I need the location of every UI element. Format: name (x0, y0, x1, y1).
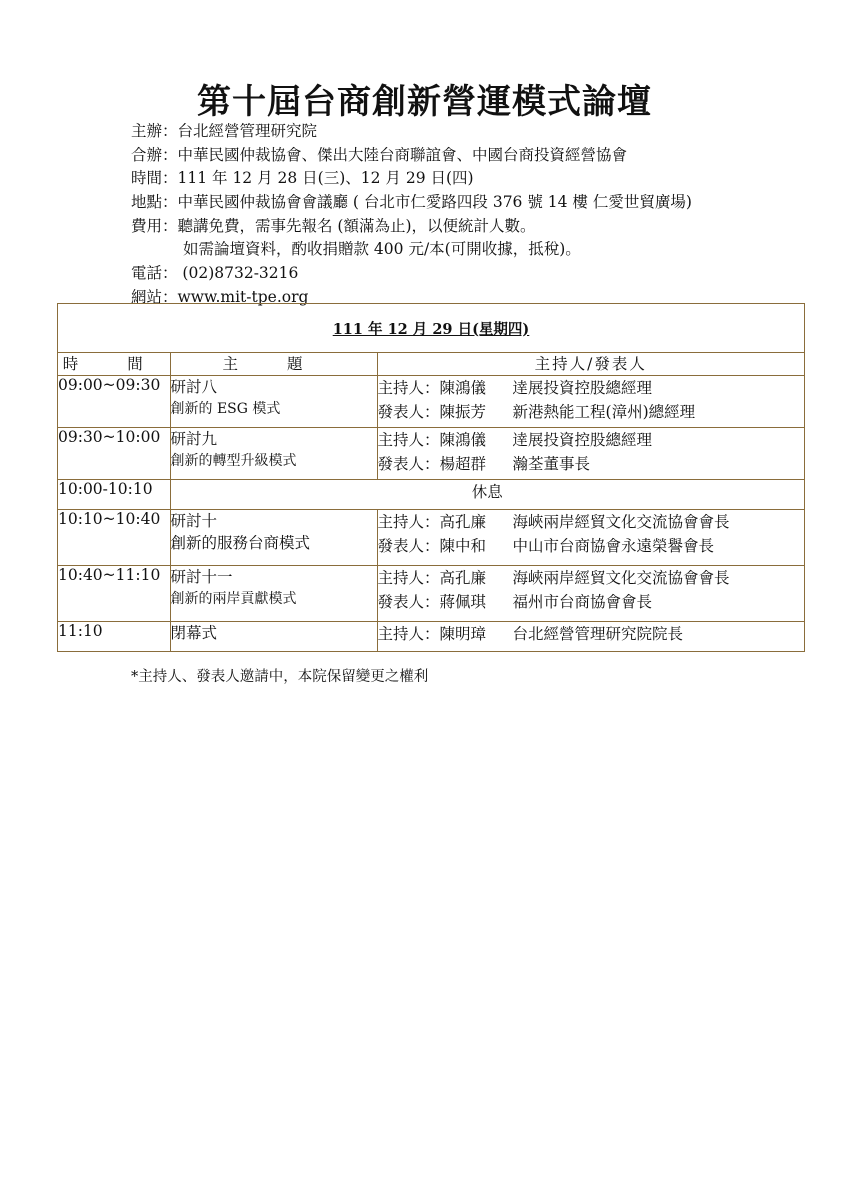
row-time: 10:10~10:40 (58, 510, 170, 566)
host-role: 主持人： (377, 513, 440, 531)
row-topic (170, 376, 377, 428)
speaker-title: 新港熱能工程(漳州)總經理 (512, 403, 696, 421)
topic-title: 研討八 (170, 378, 218, 396)
schedule-row (58, 376, 804, 428)
speaker-role: 發表人： (377, 537, 440, 555)
topic-title: 閉幕式 (170, 624, 218, 642)
header-host: 主持人/發表人 (377, 353, 804, 376)
schedule-row (58, 622, 804, 652)
topic-subtitle: 創新的兩岸貢獻模式 (170, 591, 297, 607)
host-title: 逹展投資控股總經理 (512, 431, 653, 449)
speaker-title: 中山市台商協會永遠榮譽會長 (512, 537, 715, 555)
row-topic (170, 428, 377, 480)
time-line: 時間：111 年 12 月 28 日(三)、12 月 29 日(四) (131, 169, 474, 188)
event-info (131, 120, 831, 310)
organizer-line: 主辦：台北經營管理研究院 (131, 122, 318, 140)
speaker-title: 福州市台商協會會長 (512, 593, 653, 611)
host-role: 主持人： (377, 569, 440, 587)
schedule-row (58, 428, 804, 480)
host-title: 台北經營管理研究院院長 (512, 625, 684, 643)
host-title: 海峽兩岸經貿文化交流協會會長 (512, 513, 730, 531)
schedule-header-row (58, 353, 804, 376)
topic-title: 研討十 (170, 512, 218, 530)
row-people (377, 376, 804, 428)
break-label: 休息 (170, 480, 804, 510)
host-name: 高孔廉 (439, 513, 487, 531)
row-people (377, 566, 804, 622)
host-title: 海峽兩岸經貿文化交流協會會長 (512, 569, 730, 587)
host-line (378, 622, 805, 646)
speaker-role: 發表人： (377, 403, 440, 421)
schedule-date: 111 年 12 月 29 日(星期四) (332, 320, 530, 338)
host-role: 主持人： (377, 379, 440, 397)
schedule-table (57, 303, 805, 652)
footnote: *主持人、發表人邀請中，本院保留變更之權利 (131, 669, 429, 685)
host-line (378, 428, 805, 452)
row-time: 10:40~11:10 (58, 566, 170, 622)
topic-subtitle: 創新的 ESG 模式 (170, 401, 281, 417)
row-topic (170, 566, 377, 622)
schedule-date-header (58, 304, 804, 353)
speaker-line (378, 452, 805, 476)
speaker-name: 陳振芳 (439, 403, 487, 421)
speaker-name: 蔣佩琪 (439, 593, 487, 611)
website-line: 網站：www.mit-tpe.org (131, 287, 309, 306)
schedule-row (58, 510, 804, 566)
row-people (377, 510, 804, 566)
speaker-line (378, 400, 805, 424)
speaker-name: 陳中和 (439, 537, 487, 555)
host-name: 陳明璋 (439, 625, 487, 643)
host-name: 陳鴻儀 (439, 431, 487, 449)
fee-note-line: 如需論壇資料，酌收捐贈款 400 元/本(可開收據，抵稅)。 (183, 240, 581, 259)
host-name: 陳鴻儀 (439, 379, 487, 397)
speaker-line (378, 590, 805, 614)
phone-line: 電話： (02)8732-3216 (131, 264, 299, 283)
row-topic (170, 510, 377, 566)
row-people (377, 622, 804, 652)
page-title: 第十屆台商創新營運模式論壇 (197, 82, 652, 122)
host-line (378, 510, 805, 534)
header-topic: 主 題 (170, 353, 377, 376)
speaker-name: 楊超群 (439, 455, 487, 473)
schedule-grid (58, 353, 804, 651)
host-title: 逹展投資控股總經理 (512, 379, 653, 397)
row-time: 10:00-10:10 (58, 480, 170, 510)
co-organizers-line: 合辦：中華民國仲裁協會、傑出大陸台商聯誼會、中國台商投資經營協會 (131, 145, 628, 164)
topic-title: 研討九 (170, 430, 218, 448)
topic-subtitle: 創新的轉型升級模式 (170, 453, 297, 469)
row-time: 09:00~09:30 (58, 376, 170, 428)
speaker-role: 發表人： (377, 455, 440, 473)
row-time: 11:10 (58, 622, 170, 652)
header-time: 時 間 (58, 353, 170, 376)
venue-line: 地點：中華民國仲裁協會會議廳 ( 台北市仁愛路四段 376 號 14 樓 仁愛世貿廣場) (131, 193, 692, 212)
row-topic (170, 622, 377, 652)
host-line (378, 566, 805, 590)
fee-line: 費用：聽講免費，需事先報名 (額滿為止)，以便統計人數。 (131, 216, 536, 235)
speaker-line (378, 534, 805, 558)
schedule-break-row (58, 480, 804, 510)
row-time: 09:30~10:00 (58, 428, 170, 480)
schedule-row (58, 566, 804, 622)
speaker-title: 瀚荃董事長 (512, 455, 591, 473)
topic-subtitle: 創新的服務台商模式 (170, 534, 311, 552)
speaker-role: 發表人： (377, 593, 440, 611)
host-name: 高孔廉 (439, 569, 487, 587)
host-role: 主持人： (377, 431, 440, 449)
host-role: 主持人： (377, 625, 440, 643)
topic-title: 研討十一 (170, 568, 233, 586)
host-line (378, 376, 805, 400)
row-people (377, 428, 804, 480)
